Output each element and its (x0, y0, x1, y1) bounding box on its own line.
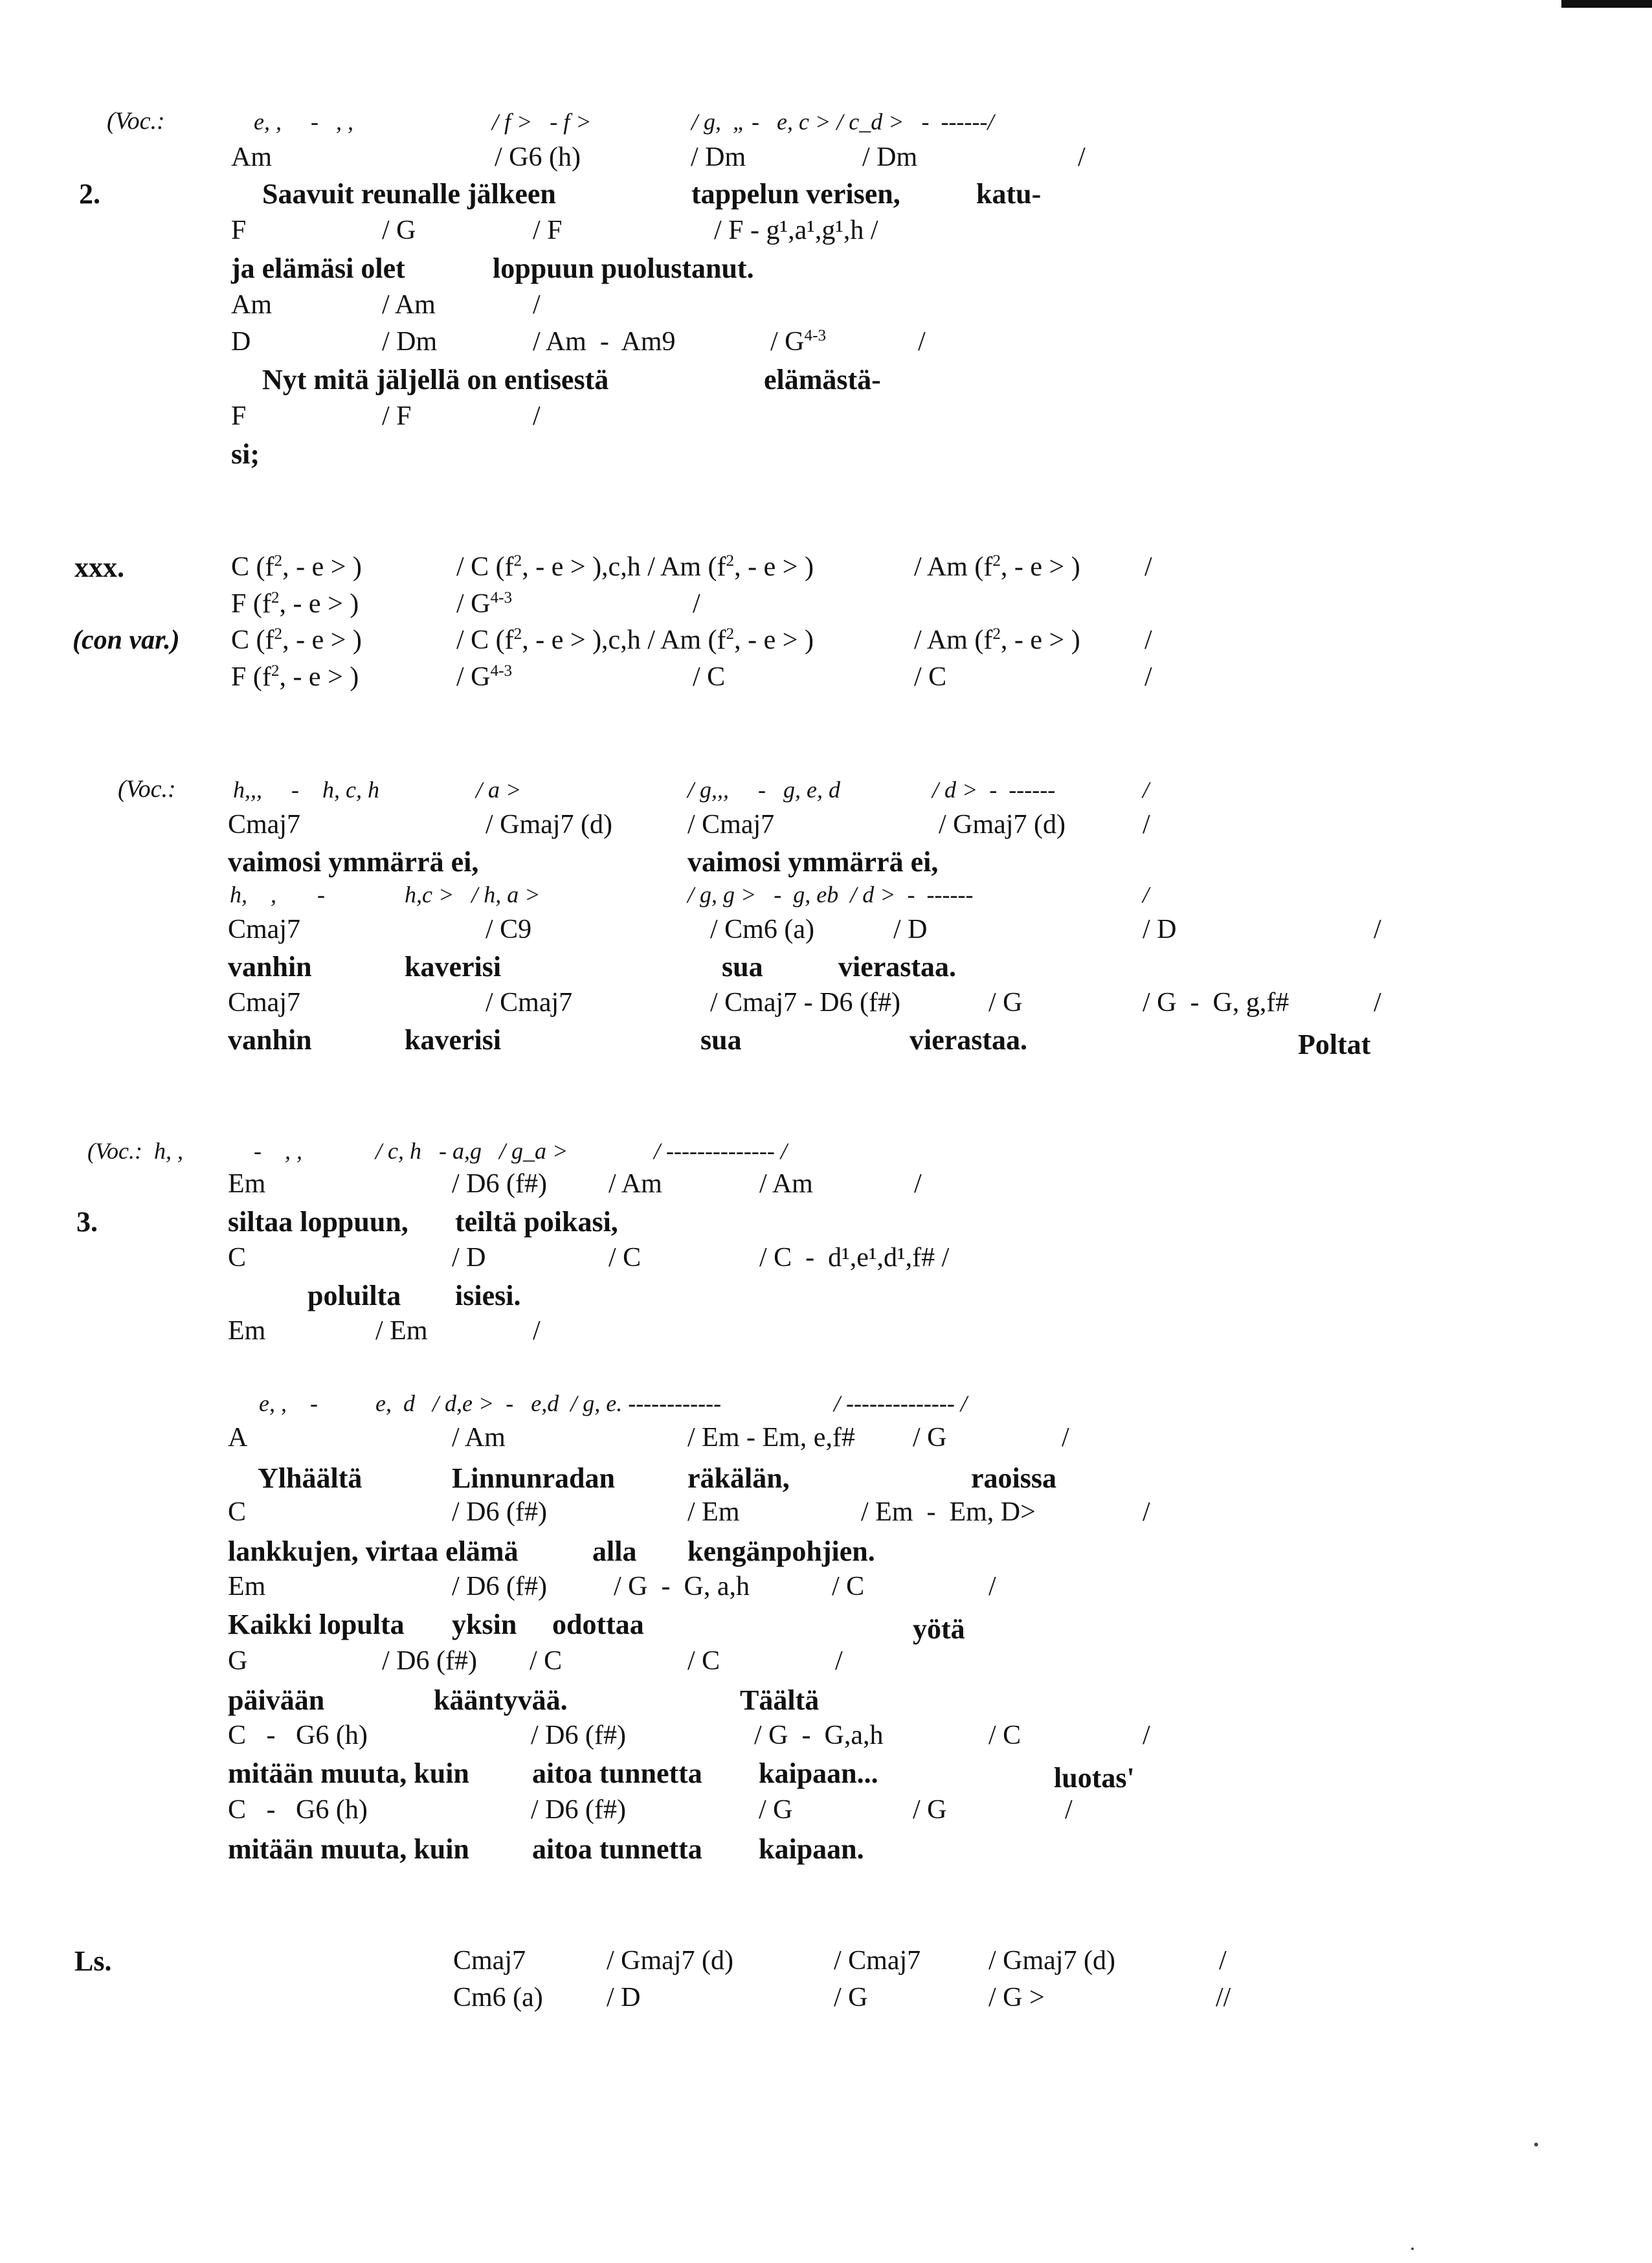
chord: / (1143, 1497, 1150, 1527)
chord: / G (759, 1795, 793, 1825)
vocal-notes: e, d / d,e > - e,d / g, e. ------------ (375, 1390, 722, 1416)
chord: / Em (687, 1497, 740, 1527)
lyric: mitään muuta, kuin (228, 1757, 469, 1789)
lyric: odottaa (552, 1609, 644, 1640)
lyric: alla (592, 1535, 637, 1567)
chord: / (533, 290, 541, 320)
chord: / G (913, 1423, 947, 1453)
chord: / (693, 589, 700, 619)
chord: / D (1143, 915, 1177, 944)
chord: Am (231, 290, 272, 320)
chord: / G6 (h) (495, 142, 581, 172)
vocal-notes: (Voc.: h, , (87, 1138, 183, 1164)
vocal-notes: / -------------- / (834, 1390, 967, 1416)
section-label: (con var.) (73, 625, 180, 655)
chord: Em (228, 1316, 266, 1346)
lyric: Nyt mitä jäljellä on entisestä (262, 364, 609, 396)
lyric: yötä (913, 1613, 965, 1645)
chord: / Gmaj7 (d) (486, 810, 612, 840)
chord: / Am (759, 1169, 813, 1199)
scan-speck (1534, 2143, 1538, 2146)
vocal-label: (Voc.: (118, 775, 176, 803)
chord: Em (228, 1572, 266, 1601)
vocal-notes: / f > - f > (492, 109, 592, 135)
chord: / (1219, 1946, 1227, 1976)
lyric: vaimosi ymmärrä ei, (228, 846, 479, 878)
chord: / F (533, 216, 563, 245)
lyric: sua (700, 1024, 742, 1056)
chord: / (988, 1572, 996, 1601)
vocal-notes: / a > (476, 777, 522, 803)
chord: / Cmaj7 (834, 1946, 921, 1976)
lyric: vanhin (228, 1024, 312, 1056)
chord: F ($f^2$, - e > ) (231, 662, 359, 692)
chord: / C (832, 1572, 865, 1601)
chord: / C (914, 662, 947, 692)
lyric: sua (722, 951, 763, 983)
section-label: xxx. (74, 552, 124, 583)
chord: / D (607, 1983, 641, 2012)
vocal-notes: h,,, - h, c, h (233, 777, 379, 803)
chord: / D (893, 915, 928, 944)
chord: / G (913, 1795, 947, 1825)
chord: / (533, 401, 541, 431)
chord: / G - G, a,h (614, 1572, 750, 1601)
lyric: luotas' (1054, 1762, 1135, 1794)
lyric: Saavuit reunalle jälkeen (262, 178, 556, 210)
lyric: päivään (228, 1684, 325, 1716)
lyric: yksin (452, 1609, 517, 1640)
chord: / Am ($f^2$, - e > ) (914, 625, 1080, 655)
lyric: Täältä (740, 1684, 820, 1716)
chord: / C (693, 662, 726, 692)
chord: // (1216, 1983, 1231, 2012)
chord: / (1374, 915, 1381, 944)
vocal-notes: / d > - ------ (932, 777, 1056, 803)
chord: / G - G,a,h (754, 1721, 884, 1750)
chord: / Am ($f^2$, - e > ) (914, 552, 1080, 582)
chord: / (835, 1646, 843, 1676)
scan-speck (1411, 2247, 1414, 2250)
scan-corner-mark (1561, 0, 1652, 8)
vocal-notes: / g, g > - g, eb / d > - ------ (687, 882, 974, 908)
lyric: kaipaan. (759, 1833, 864, 1865)
chord: / Gmaj7 (d) (988, 1946, 1115, 1976)
lyric: kaipaan... (759, 1757, 878, 1789)
lyric: mitään muuta, kuin (228, 1833, 469, 1865)
chord: / C (988, 1721, 1021, 1750)
lyric: lankkujen, virtaa elämä (228, 1535, 519, 1567)
chord: / C (608, 1243, 642, 1273)
chord: / Dm (691, 142, 746, 172)
chord: / D6 (f#) (452, 1497, 547, 1527)
chord: / (1078, 142, 1086, 172)
chord: F ($f^2$, - e > ) (231, 588, 359, 619)
chord: / C (687, 1646, 720, 1676)
chord: / C - d¹,e¹,d¹,f# / (759, 1243, 950, 1273)
chord: / C9 (486, 915, 532, 944)
chord: G (228, 1646, 248, 1676)
chord: / (1143, 810, 1150, 840)
vocal-notes: / c, h - a,g / g_a > (375, 1138, 568, 1164)
verse-number: 2. (79, 178, 100, 210)
lyric: kengänpohjien. (687, 1535, 875, 1567)
lyric: elämästä- (764, 364, 881, 396)
chord: / (1143, 1721, 1150, 1750)
chord: / Em - Em, D> (861, 1497, 1036, 1527)
lyric: Ylhäältä (258, 1462, 363, 1494)
chord: Em (228, 1169, 266, 1199)
chord: / D6 (f#) (382, 1646, 477, 1676)
lyric: kaverisi (405, 951, 502, 983)
vocal-notes: / (1143, 882, 1150, 908)
chord: / (1374, 988, 1381, 1018)
chord: / Am (452, 1423, 506, 1453)
chord: / G (988, 988, 1023, 1018)
chord: Am (231, 142, 272, 172)
chord: / Gmaj7 (d) (939, 810, 1066, 840)
chord: / (1062, 1423, 1069, 1453)
chord: / G > (988, 1983, 1045, 2012)
chord: C (228, 1497, 247, 1527)
vocal-label: (Voc.: (107, 107, 165, 135)
verse-number: 3. (76, 1206, 98, 1238)
lyric: räkälän, (687, 1462, 790, 1494)
chord: / (918, 327, 926, 357)
chord: / Gmaj7 (d) (607, 1946, 733, 1976)
chord: / D6 (f#) (531, 1795, 626, 1825)
section-label: Ls. (74, 1945, 112, 1977)
chord: / (1144, 625, 1152, 655)
chord: / (1144, 662, 1152, 692)
chord: / $G^{4-3}$ (770, 326, 827, 357)
vocal-notes: / (1143, 777, 1150, 803)
lyric: ja elämäsi olet (231, 252, 405, 284)
lyric: si; (231, 438, 260, 470)
lyric: aitoa tunnetta (532, 1757, 702, 1789)
chord: / (533, 1316, 541, 1346)
chord: / F - g¹,a¹,g¹,h / (714, 216, 878, 245)
lyric: loppuun puolustanut. (493, 252, 754, 284)
chord: Cmaj7 (453, 1946, 526, 1976)
chord: / Cm6 (a) (710, 915, 814, 944)
lyric: Poltat (1298, 1029, 1371, 1060)
lyric: tappelun verisen, (691, 178, 900, 210)
chord: / $G^{4-3}$ (456, 588, 513, 619)
vocal-notes: / g,,, - g, e, d (687, 777, 840, 803)
chord: / Dm (382, 327, 438, 357)
lyric: vierastaa. (838, 951, 957, 983)
lyric: teiltä poikasi, (455, 1206, 618, 1238)
lyric: vierastaa. (910, 1024, 1028, 1056)
chord: Cmaj7 (228, 810, 300, 840)
lyric: Linnunradan (452, 1462, 615, 1494)
chord: / Am (382, 290, 436, 320)
chord: / C (530, 1646, 563, 1676)
lyric: vanhin (228, 951, 312, 983)
chord: / Am - Am9 (533, 327, 676, 357)
chord: / Cmaj7 - D6 (f#) (710, 988, 900, 1018)
chord: F (231, 216, 247, 245)
chord: Cmaj7 (228, 915, 300, 944)
chord: C ($f^2$, - e > ) (231, 625, 362, 655)
chord: / Dm (862, 142, 918, 172)
vocal-notes: e, , - , , (254, 109, 353, 135)
chord: / Em - Em, e,f# (687, 1423, 855, 1453)
chord: / D6 (f#) (452, 1572, 547, 1601)
chord: C - G6 (h) (228, 1721, 368, 1750)
chord: / D6 (f#) (452, 1169, 547, 1199)
chord: / (1144, 552, 1152, 582)
lyric: poluilta (307, 1280, 401, 1311)
chord: Cmaj7 (228, 988, 300, 1018)
chord: / Am (608, 1169, 662, 1199)
chord: A (228, 1423, 248, 1453)
vocal-notes: / g, „ - e, c > / c_d > - ------/ (691, 109, 994, 135)
vocal-notes: h, , - (230, 882, 325, 908)
chord: / D (452, 1243, 486, 1273)
lyric: katu- (976, 178, 1042, 210)
chord: C - G6 (h) (228, 1795, 368, 1825)
chord: / Em (375, 1316, 428, 1346)
lyric: isiesi. (455, 1280, 521, 1311)
chord: / C ($f^2$, - e > ),c,h / Am ($f^2$, - e > ) (456, 552, 814, 582)
lyric: Kaikki lopulta (228, 1609, 405, 1640)
chord: / (1065, 1795, 1073, 1825)
chord: / $G^{4-3}$ (456, 662, 513, 692)
chord: C ($f^2$, - e > ) (231, 552, 362, 582)
chord: / G - G, g,f# (1143, 988, 1289, 1018)
vocal-notes: / -------------- / (654, 1138, 787, 1164)
chord: Cm6 (a) (453, 1983, 543, 2012)
chord: / D6 (f#) (531, 1721, 626, 1750)
chord: C (228, 1243, 247, 1273)
vocal-notes: e, , - (259, 1390, 318, 1416)
chord: D (231, 327, 251, 357)
lyric: vaimosi ymmärrä ei, (687, 846, 939, 878)
vocal-notes: h,c > / h, a > (405, 882, 541, 908)
lyric: siltaa loppuun, (228, 1206, 408, 1238)
chord: / G (834, 1983, 868, 2012)
chord: / Cmaj7 (687, 810, 775, 840)
lyric: raoissa (971, 1462, 1056, 1494)
chord: / F (382, 401, 412, 431)
lyric: kääntyvää. (434, 1684, 568, 1716)
chord: / Cmaj7 (486, 988, 573, 1018)
vocal-notes: - , , (254, 1138, 302, 1164)
chord: F (231, 401, 247, 431)
lyric: aitoa tunnetta (532, 1833, 702, 1865)
chord: / C ($f^2$, - e > ),c,h / Am ($f^2$, - e > ) (456, 625, 814, 655)
lyric: kaverisi (405, 1024, 502, 1056)
chord: / G (382, 216, 416, 245)
chord: / (914, 1169, 922, 1199)
